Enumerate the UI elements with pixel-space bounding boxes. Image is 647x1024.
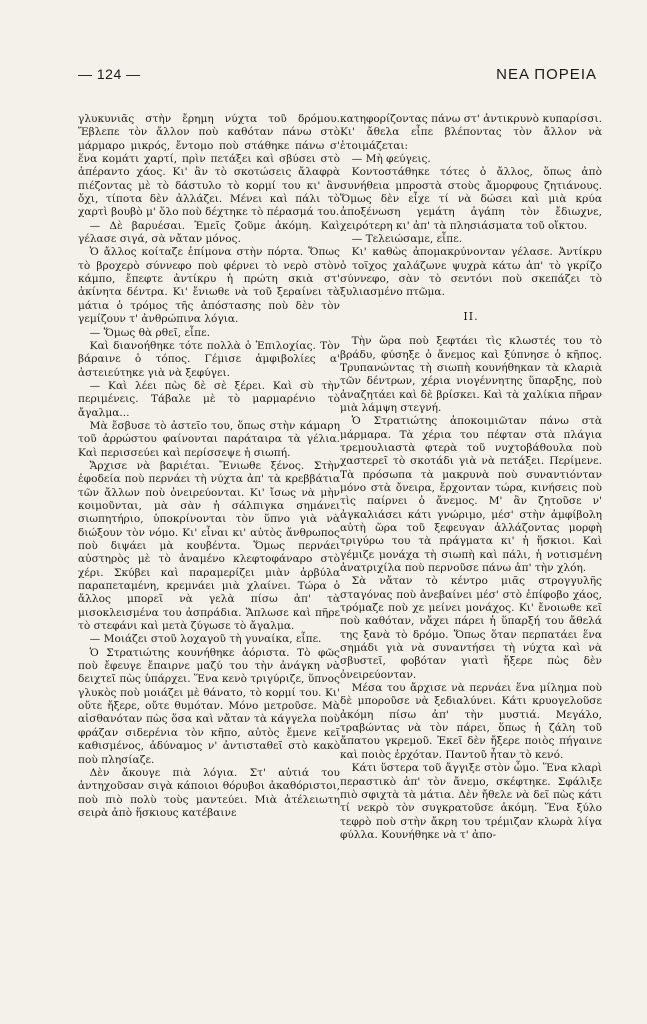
right-column: [340, 113, 602, 842]
paragraph: Ὁ Στρατιώτης κουνήθηκε ἀόριστα. Τὸ φῶς ποὺ ἔφευγε ἔπαιρνε μαζύ του τὴν ἀνάγκη νὰ δειχτεῖ πὼς ὑπάρχει. Ἕνα κενὸ τριγύριζε, ὕπνος γλυκὸς ποὺ μοιάζει μὲ θάνατο, τὸ κορμί του. Κι' οὔτε ἤξερε, οὔτε θυμόταν. Μόνο μετροῦσε. Μὰ αἰσθανόταν πὼς ὅσα καὶ νἄταν τὰ κάγγελα ποὺ φράζαν σιδερένια τὸν κῆπο, αὐτὸς ἔμενε κεῖ καθισμένος, ἀδύναμος ν' ἀντισταθεῖ στὸ κακὸ ποὺ πλησίαζε.: [78, 646, 340, 766]
paragraph: — Καὶ λέει πὼς δὲ σὲ ξέρει. Καὶ σὺ τὴν περιμένεις. Τάβαλε μὲ τὸ μαρμαρένιο τὸ ἄγαλμα...: [78, 379, 340, 419]
paragraph: Τὴν ὥρα ποὺ ξεφτάει τὶς κλωστές του τὸ βράδυ, φύσηξε ὁ ἄνεμος καὶ ξύπνησε ὁ κῆπος. Τρυπανώντας τὴ σιωπὴ κουνήθηκαν τὰ κλαριὰ τῶν δέντρων, χέρια νιογέννητης ὕπαρξης, ποὺ ἀναζητάει καὶ δὲ βρίσκει. Καὶ τὰ χαλίκια πῆραν μιὰ λάμψη στεγνή.: [340, 335, 602, 414]
paragraph: Καὶ διανοήθηκε τότε πολλὰ ὁ Ἐπιλοχίας. Τὸν βάραινε ὁ τόπος. Γέμισε ἀμφιβολίες α' ἀστειεύτηκε γιὰ νὰ ξεφύγει.: [78, 339, 340, 379]
page-number: — 124 —: [78, 66, 141, 82]
paragraph: Μὰ ἔσβυσε τὸ ἀστεῖο του, ὅπως στὴν κάμαρη τοῦ ἀρρώστου φαίνονται παράταιρα τὰ γέλια. Καὶ περισσεύει καὶ περίσσεψε ἡ σιωπή.: [78, 419, 340, 459]
paragraph: Μέσα του ἄρχισε νὰ περνάει ἕνα μίλημα ποὺ δὲ μποροῦσε νὰ ξεδιαλύνει. Κάτι κρυογελοῦσε ἀκόμη πίσω ἀπ' τὴν μυστιά. Μεγάλο, τραβώντας νὰ τὸν πάρει, ὅπως ἡ ζάλη τοῦ ἄπατου γκρεμοῦ. Ἐκεῖ δὲν ἤξερε ποιὸς πήγαινε καὶ ποιὸς ἐρχόταν. Παντοῦ ἦταν τὸ κενό.: [340, 682, 602, 761]
paragraph: — Ὅμως θὰ ρθεῖ, εἶπε.: [89, 326, 210, 339]
paragraph: Ὁ Στρατιώτης ἀποκοιμιῶταν πάνω στὰ μάρμαρα. Τὰ χέρια του πέφταν στὰ πλάγια τρεμουλιαστὰ φτερὰ τοῦ νυχτοβάθουλα ποὺ χαστερεῖ τὸ σκοτάδι γιὰ νὰ πετάξει. Περίμενε. Τὰ πρόσωπα τὰ μακρυνὰ ποὺ συναντιόνταν μόνο στὰ ὄνειρα, ἔρχονταν τώρα, κινήσεις ποὺ τὶς παίρνει ὁ ἄνεμος. Μ' ἂν ζητοῦσε ν' ἀγκαλιάσει κάτι γνώριμο, μέσ' στὴν ἀμφίβολη αὐτὴ ὥρα τοῦ ξεφευγαν ἀλλάζοντας μορφὴ τριγύρω του τὰ πράγματα κι' ἡ ἥσκιοι. Καὶ γέμιζε μονάχα τὴ σιωπὴ καὶ πάλι, ἡ νοτισμένη ἀνατριχίλα ποὺ περνοῦσε πάνω ἀπ' τὴν χλόη.: [340, 415, 602, 574]
paragraph: — Μὴ φεύγεις.: [351, 153, 431, 166]
running-title: ΝΕΑ ΠΟΡΕΙΑ: [496, 66, 597, 83]
paragraph: Σὰ νἄταν τὸ κέντρο μιᾶς στρογγυλῆς σταγόνας ποὺ ἀνεβαίνει μέσ' στὸ ἐπίφοβο χάος, τρόμαζε ποὺ χε μείνει μονάχος. Κι' ἔνοιωθε κεῖ ποὺ καθόταν, νἄχει πάρει ἡ ὕπαρξή του ἄθελά της ξανὰ τὸ δρόμο. Ὅπως ὅταν περπατάει ἕνα σημάδι γιὰ νὰ συναντήσει τὴ νύχτα καὶ νὰ σβυστεῖ, φοβόταν γιατὶ ἤξερε πὼς δὲν ὀνειρεύονταν.: [340, 575, 602, 681]
paragraph: — Δὲ βαρυέσαι. Ἐμεῖς ζοῦμε ἀκόμη. Καὶ γέλασε σιγά, σὰ νἄταν μόνος.: [78, 219, 340, 246]
paragraph: γλυκυνιᾶς στὴν ἔρημη νύχτα τοῦ δρόμου. Ἔβλεπε τὸν ἄλλον ποὺ καθόταν πάνω στὸ μάρμαρο μικρός, ἔντομο ποὺ στάθηκε πάνω σ' ἕνα κομάτι χαρτί, πρὶν πετάξει καὶ σβύσει στὸ ἀπέραντο χάος. Κι' ἂν τὸ σκοτώσεις ἄλαφρὰ πιέζοντας μὲ τὸ δάστυλο τὸ κορμί του κι' ἂν ὄχι, τίποτα δὲν ἀλλάζει. Μένει καὶ πάλι τὸ χαρτὶ βουβὸ μ' ὅλο ποὺ δέχτηκε τὸ πέρασμά του.: [78, 113, 340, 219]
paragraph: Κι' καθὼς ἀπομακρύνονταν γέλασε. Ἀντίκρυ ὁ τοῖχος χαλάζωνε ψυχρὰ κάτω ἀπ' τὸ γκρίζο σύννεφο, σὰν τὸ σεντόνι ποὺ σκεπάζει τὸ ξυλιασμένο πτῶμα.: [340, 246, 602, 299]
section-heading: ΙΙ.: [463, 309, 479, 323]
paragraph: Κοντοστάθηκε τότες ὁ ἄλλος, ὅπως ἀπὸ συνήθεια μπροστὰ στοὺς ἄμορφους ζητιάνους. Ὅμως δὲν εἶχε τί νὰ δώσει καὶ μιὰ κρύα ἀποξένωση γεμάτη ἀγάπη τὸν ἔδιωχνε, χειρότερη κι' ἀπ' τὰ πλησιάσματα τοῦ οἴκτου.: [340, 166, 602, 232]
paragraph: — Τελειώσαμε, εἶπε.: [351, 233, 463, 246]
paragraph: Ἄρχισε νὰ βαριέται. Ἔνιωθε ξένος. Στὴν ἐφοδεία ποὺ περνάει τὴ νύχτα ἀπ' τὰ κρεββάτια τῶν ἄλλων ποὺ ὀνειρεύονται. Κι' ἴσως νὰ μὴν κοιμοῦνται, μὰ σὰν ἡ σάλπιγκα σημάνει σιωπητήριο, ὑποκρίνονται τὸν ὕπνο γιὰ νὰ διώξουν τὸν νόμο. Κι' εἶναι κι' αὐτὸς ἄνθρωπος ποὺ διψάει μὰ κουβέντα. Ὅμως περνάει αὐστηρὸς μὲ τὸ ἀναμένο κλεφτοφάναρο στὸ χέρι. Σκύβει καὶ παραμερίζει μιὰν ἀρβύλα παραπεταμένη, κρεμνάει μιὰ χλαίνει. Τώρα ὁ ἄλλος μπορεῖ νὰ γελὰ πίσω ἀπ' τὰ μισοκλεισμένα του ἀσπράδια. Ἅπλωσε καὶ πῆρε τὸ στεφάνι καὶ μετὰ ζύγωσε τὸ ἄγαλμα.: [78, 459, 340, 633]
paragraph: κατηφορίζοντας πάνω στ' ἀντικρυνὸ κυπαρίσσι. Κι' ἄθελα εἶπε βλέποντας τὸν ἄλλον νὰ ἑτοιμάζεται:: [340, 113, 602, 152]
paragraph: Κάτι ὕστερα τοῦ ἄγγιξε στὸν ὦμο. Ἕνα κλαρὶ περαστικὸ ἀπ' τὸν ἄνεμο, σκέφτηκε. Σφάλιξε πιὸ σφιχτὰ τὰ μάτια. Δὲν ἤθελε νὰ δεῖ πὼς κάτι τί νεκρὸ τὸν συγκρατοῦσε ἀκόμη. Ἕνα ξύλο τεφρὸ ποὺ στὴν ἄκρη του τρέμιζαν κλωρὰ λίγα φύλλα. Κουνήθηκε νὰ τ' ἀπο-: [340, 762, 602, 841]
paragraph: — Μοιάζει στοῦ λοχαγοῦ τὴ γυναίκα, εἶπε.: [89, 633, 322, 646]
page-header: [66, 66, 597, 88]
paragraph: Δὲν ἄκουγε πιὰ λόγια. Στ' αὐτιά του ἀντηχοῦσαν σιγὰ κάποιοι θόρυβοι ἀκαθόριστοι, ποὺ πιὸ πολὺ τοὺς μαντεύει. Μιὰ ἀτέλειωτη σειρὰ ἀπὸ ἥσκιους κατέβαινε: [78, 766, 340, 819]
paragraph: Ὁ ἄλλος κοίταζε ἐπίμονα στὴν πόρτα. Ὅπως τὸ βροχερὸ σύννεφο ποὺ φέρνει τὸ νερὸ στὸν κάμπο, ἔπεφτε ἀντίκρυ ἡ πρώτη σκιὰ στ' ἀκίνητα δέντρα. Κι' ἔνιωθε νὰ τοῦ ξεραίνει τὰ μάτια ὁ τρόμος τῆς ἀπόστασης ποὺ δὲν τὸν γεμίζουν τ' ἀνθρώπινα λόγια.: [78, 246, 340, 326]
left-column: [78, 113, 340, 820]
